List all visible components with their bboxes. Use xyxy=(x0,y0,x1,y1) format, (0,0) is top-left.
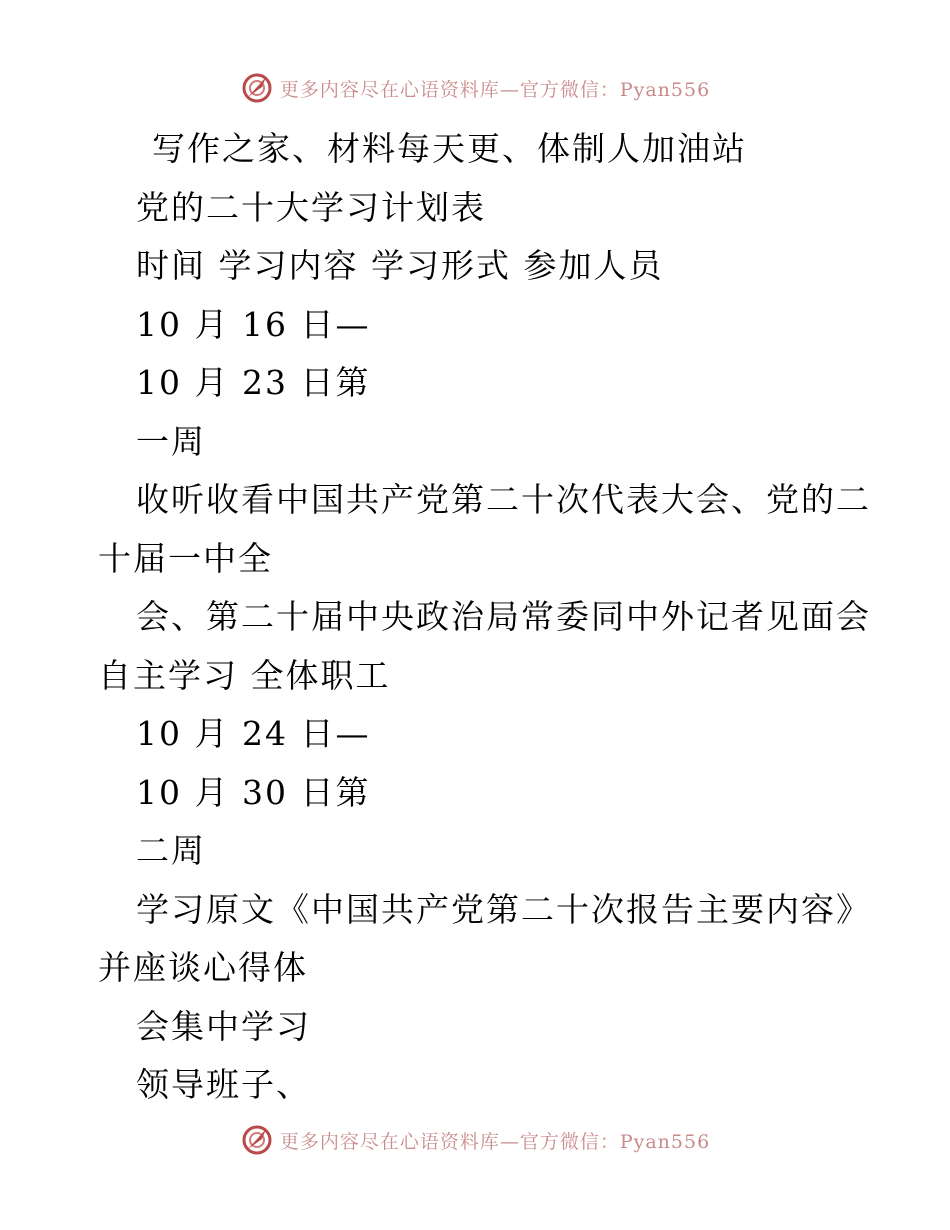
doc-line: 一周 xyxy=(136,421,206,461)
watermark-footer xyxy=(0,1120,950,1160)
doc-line: 10 月 23 日第 xyxy=(136,363,371,402)
watermark-text: 更多内容尽在心语资料库—官方微信：Pyan556 xyxy=(279,1130,711,1153)
doc-line: 二周 xyxy=(136,831,206,870)
document-body xyxy=(98,120,871,1115)
watermark-header xyxy=(0,68,950,108)
doc-line: 10 月 16 日— xyxy=(136,304,371,344)
table-header: 时间 学习内容 学习形式 参加人员 xyxy=(136,246,664,285)
doc-line: 领导班子、 xyxy=(136,1065,311,1104)
doc-title: 党的二十大学习计划表 xyxy=(136,187,486,227)
doc-line: 会、第二十届中央政治局常委同中外记者见面会 xyxy=(136,597,871,636)
doc-line: 十届一中全 xyxy=(98,538,273,578)
quill-logo-icon xyxy=(240,1123,274,1157)
doc-line: 收听收看中国共产党第二十次代表大会、党的二 xyxy=(136,480,871,519)
doc-line: 10 月 30 日第 xyxy=(136,772,371,812)
doc-line: 写作之家、材料每天更、体制人加油站 xyxy=(152,129,747,168)
watermark-text: 更多内容尽在心语资料库—官方微信：Pyan556 xyxy=(279,78,711,101)
doc-line: 学习原文《中国共产党第二十次报告主要内容》 xyxy=(136,889,871,929)
doc-line: 会集中学习 xyxy=(136,1006,311,1046)
doc-line: 自主学习 全体职工 xyxy=(98,655,391,695)
quill-logo-icon xyxy=(240,71,274,105)
doc-line: 10 月 24 日— xyxy=(136,714,371,753)
doc-line: 并座谈心得体 xyxy=(98,948,308,987)
